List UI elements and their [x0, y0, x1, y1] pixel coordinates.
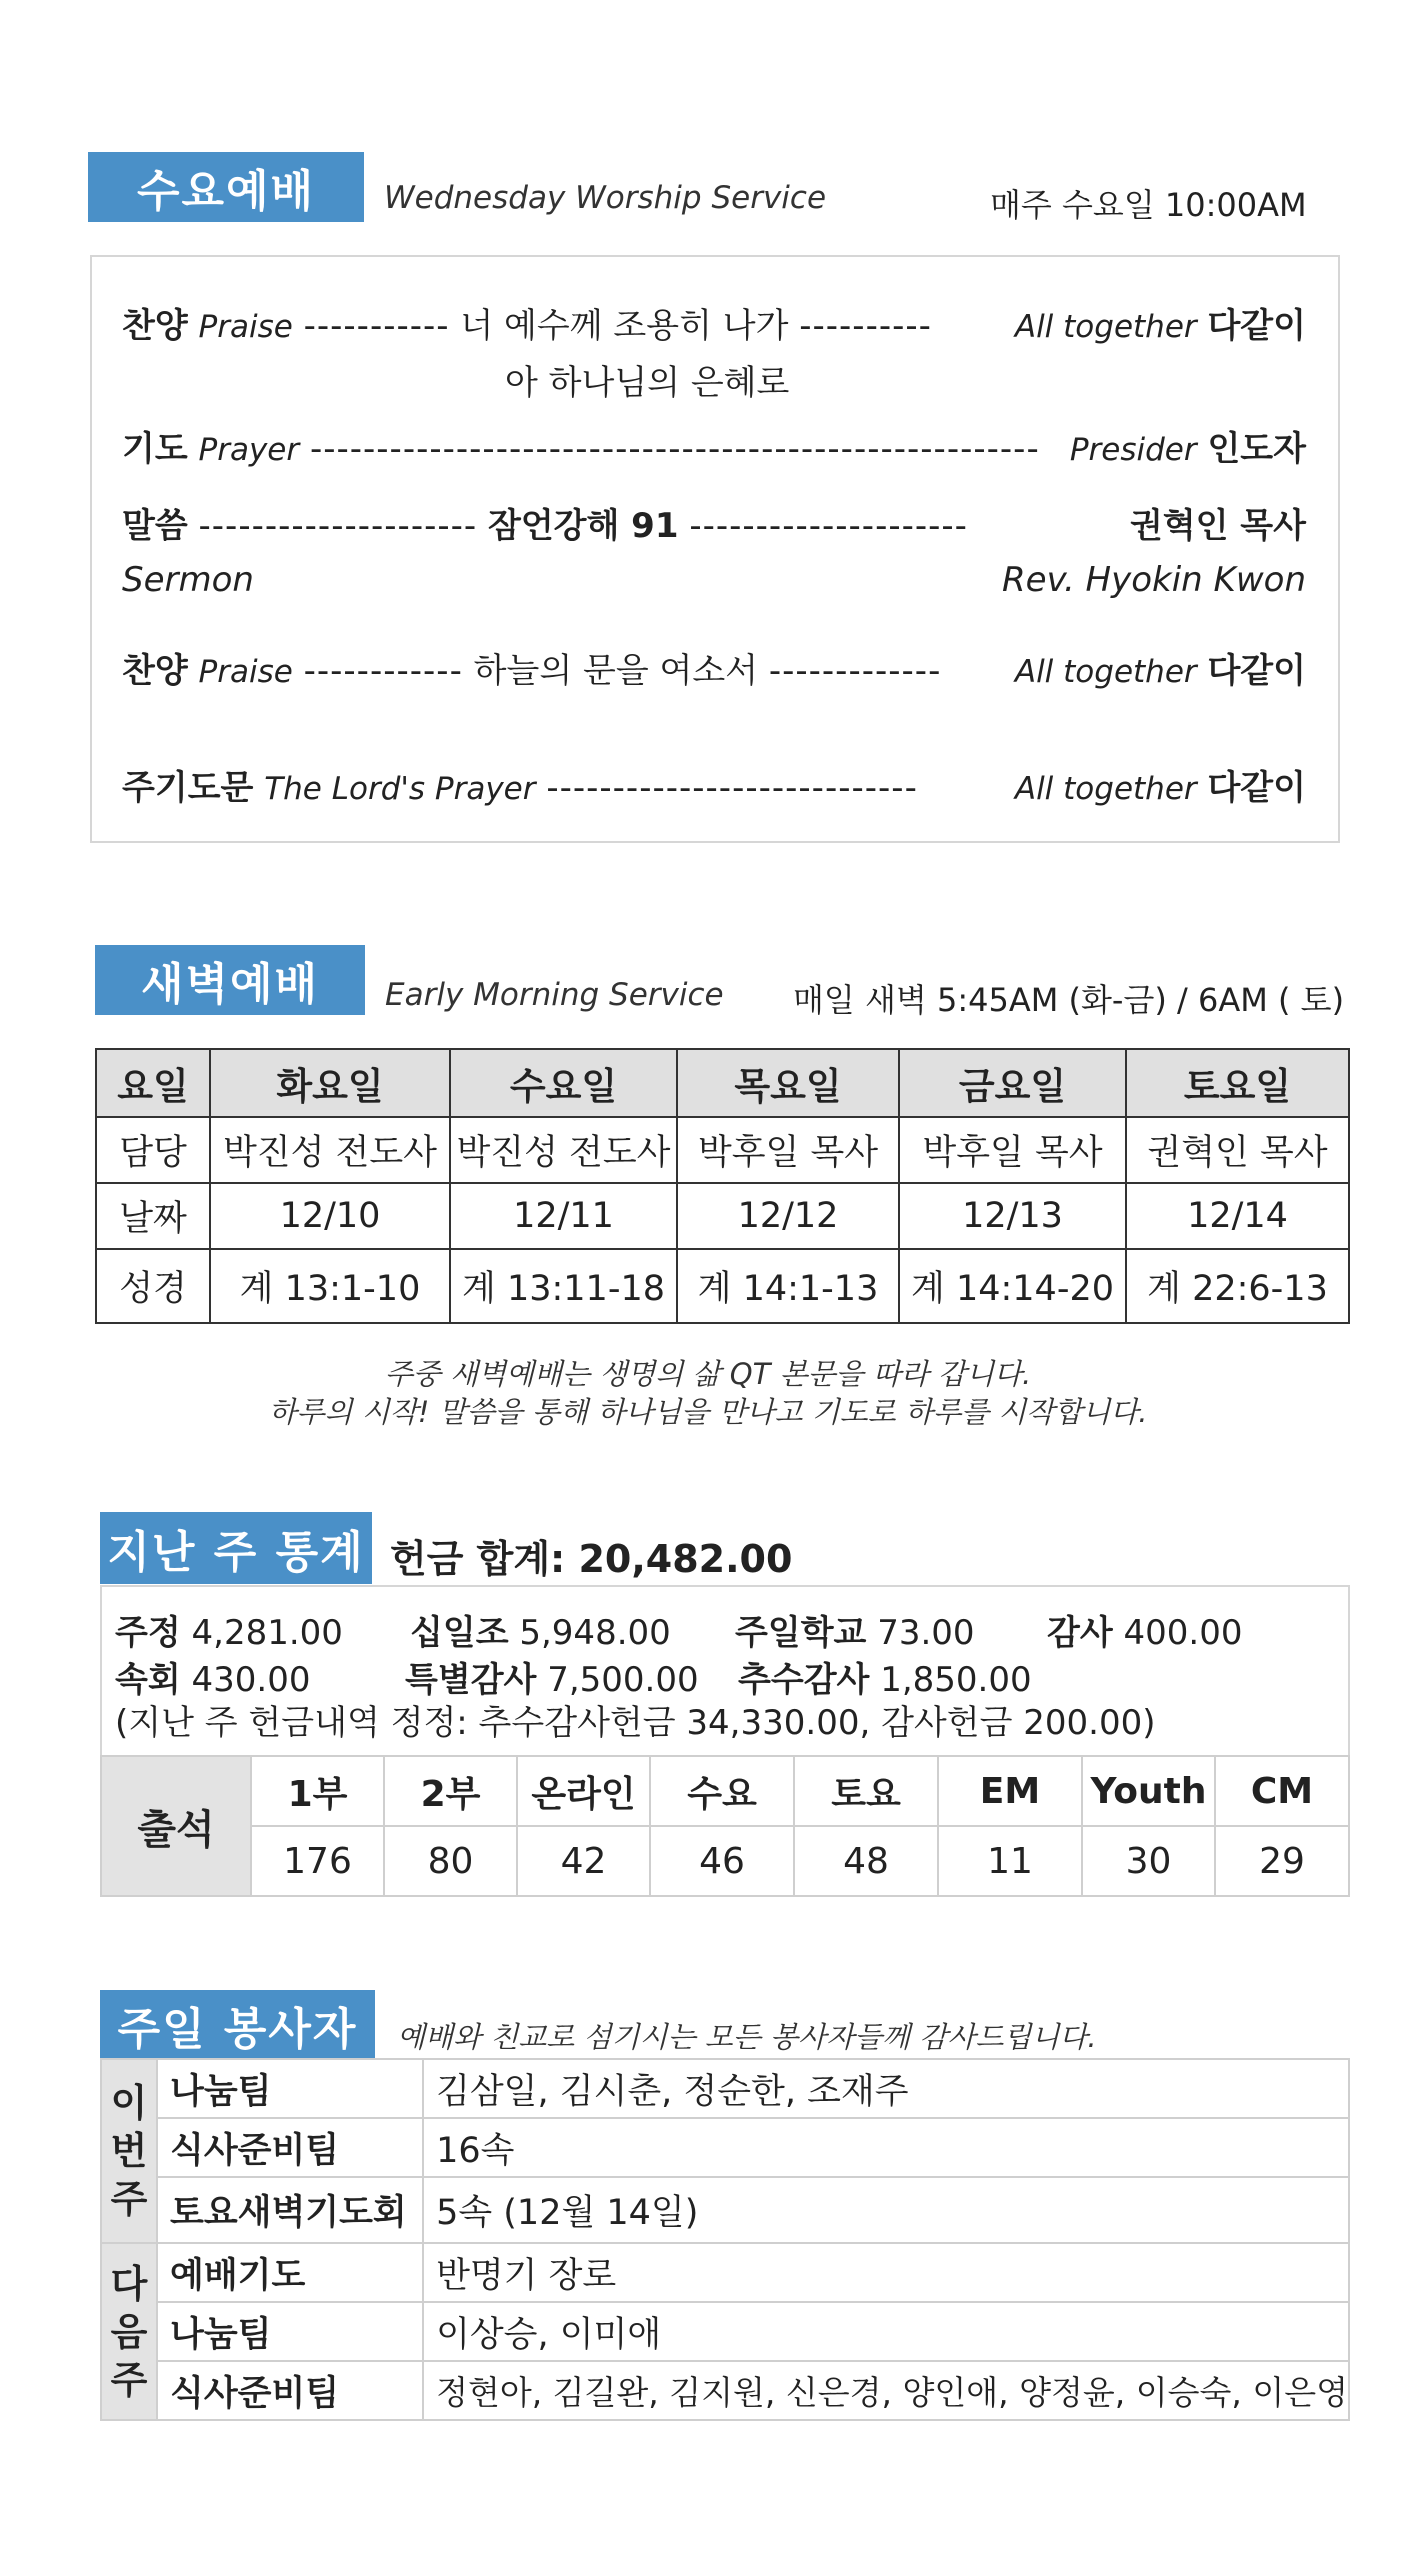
volunteer-role: 식사준비팀 — [157, 2361, 423, 2420]
wed-who-en: All together — [1014, 654, 1197, 690]
wed-item-ko: 말씀 — [122, 506, 188, 546]
wed-who-ko: 다같이 — [1207, 306, 1306, 346]
wed-praise-2 — [122, 643, 941, 692]
offering-label: 주일학교 — [735, 1613, 867, 1653]
wed-sermon-who-en: Rev. Hyokin Kwon — [1002, 560, 1306, 600]
table-row — [96, 1249, 1349, 1323]
sched-cell: 박진성 전도사 — [210, 1117, 450, 1183]
sched-header: 금요일 — [899, 1049, 1126, 1117]
volunteers-tag: 주일 봉사자 — [100, 1990, 375, 2060]
wed-who-ko: 인도자 — [1207, 429, 1306, 469]
table-row — [96, 1183, 1349, 1249]
sched-header: 화요일 — [210, 1049, 450, 1117]
sched-header: 토요일 — [1126, 1049, 1349, 1117]
offering-label: 감사 — [1047, 1613, 1113, 1653]
wed-item-en: The Lord's Prayer — [264, 771, 536, 807]
attendance-value: 80 — [384, 1826, 517, 1896]
sched-header: 목요일 — [677, 1049, 899, 1117]
offering-item — [410, 1605, 671, 1654]
offering-item — [735, 1605, 975, 1654]
sched-cell: 담당 — [96, 1117, 210, 1183]
offering-value: 73.00 — [877, 1613, 975, 1653]
offering-value: 430.00 — [191, 1660, 311, 1700]
offering-item — [738, 1652, 1032, 1701]
offering-label: 추수감사 — [738, 1660, 870, 1700]
attendance-header: CM — [1215, 1756, 1349, 1826]
sched-header: 수요일 — [450, 1049, 677, 1117]
volunteer-role: 예배기도 — [157, 2243, 423, 2302]
attendance-header: 1부 — [251, 1756, 384, 1826]
attendance-value: 11 — [938, 1826, 1082, 1896]
early-note-2: 하루의 시작! 말씀을 통해 하나님을 만나고 기도로 하루를 시작합니다. — [268, 1395, 1148, 1429]
wed-item-en: Praise — [198, 654, 293, 690]
volunteer-names: 반명기 장로 — [423, 2243, 1349, 2302]
early-time: 매일 새벽 5:45AM (화-금) / 6AM ( 토) — [793, 981, 1345, 1019]
offering-label: 특별감사 — [405, 1660, 537, 1700]
offering-value: 400.00 — [1123, 1613, 1243, 1653]
sched-cell: 계 22:6-13 — [1126, 1249, 1349, 1323]
attendance-header: 온라인 — [517, 1756, 650, 1826]
wed-praise-2-who — [1015, 643, 1306, 692]
volunteers-table — [100, 2058, 1350, 2421]
volunteer-role: 식사준비팀 — [157, 2118, 423, 2177]
early-subtitle: Early Morning Service — [385, 977, 724, 1013]
table-row — [101, 2177, 1349, 2243]
stats-tag: 지난 주 통계 — [100, 1512, 372, 1584]
wed-dash: --------------------- — [198, 506, 478, 546]
wed-item-ko: 주기도문 — [122, 768, 254, 808]
offering-item — [115, 1652, 310, 1701]
offering-value: 4,281.00 — [191, 1613, 343, 1653]
wed-item-ko: 찬양 — [122, 306, 188, 346]
sched-cell: 권혁인 목사 — [1126, 1117, 1349, 1183]
table-row — [101, 2302, 1349, 2361]
stats-total: 헌금 합계: 20,482.00 — [390, 1537, 793, 1581]
attendance-value: 29 — [1215, 1826, 1349, 1896]
attendance-label: 출석 — [101, 1756, 251, 1896]
volunteers-subtitle: 예배와 친교로 섬기시는 모든 봉사자들께 감사드립니다. — [397, 2020, 1097, 2054]
attendance-header: 토요 — [794, 1756, 938, 1826]
offering-value: 1,850.00 — [880, 1660, 1032, 1700]
attendance-value: 46 — [650, 1826, 794, 1896]
offering-label: 주정 — [115, 1613, 181, 1653]
wed-praise-1-who — [1015, 298, 1306, 347]
sched-cell: 날짜 — [96, 1183, 210, 1249]
attendance-value: 30 — [1082, 1826, 1215, 1896]
sched-cell: 12/14 — [1126, 1183, 1349, 1249]
wed-dash: ---------- — [799, 306, 932, 346]
sched-cell: 12/13 — [899, 1183, 1126, 1249]
attendance-header: EM — [938, 1756, 1082, 1826]
early-tag: 새벽예배 — [95, 945, 365, 1015]
wed-dash: ------------------------------------------------------- — [309, 429, 1040, 469]
wed-dash: ---------------------------- — [546, 768, 918, 808]
next-week-label: 다 음 주 — [101, 2243, 157, 2420]
wed-dash: --------------------- — [689, 506, 968, 546]
this-week-label: 이 번 주 — [101, 2059, 157, 2243]
wednesday-subtitle: Wednesday Worship Service — [384, 180, 827, 216]
wed-item-ko: 기도 — [122, 429, 188, 469]
volunteer-role: 나눔팀 — [157, 2302, 423, 2361]
attendance-value: 48 — [794, 1826, 938, 1896]
sched-cell: 계 14:1-13 — [677, 1249, 899, 1323]
wed-who-en: All together — [1014, 771, 1197, 807]
table-row — [96, 1117, 1349, 1183]
volunteer-names: 김삼일, 김시춘, 정순한, 조재주 — [423, 2059, 1349, 2118]
attendance-value: 176 — [251, 1826, 384, 1896]
sched-cell: 박진성 전도사 — [450, 1117, 677, 1183]
wed-sermon-title: 잠언강해 91 — [487, 506, 679, 546]
attendance-value: 42 — [517, 1826, 650, 1896]
wed-hymn-2: 아 하나님의 은혜로 — [505, 363, 790, 403]
volunteer-names: 이상승, 이미애 — [423, 2302, 1349, 2361]
sched-cell: 박후일 목사 — [899, 1117, 1126, 1183]
wed-item-en: Prayer — [198, 432, 300, 468]
sched-cell: 성경 — [96, 1249, 210, 1323]
sched-cell: 12/11 — [450, 1183, 677, 1249]
early-note-1: 주중 새벽예배는 생명의 삶 QT 본문을 따라 갑니다. — [384, 1357, 1032, 1391]
sched-cell: 계 13:1-10 — [210, 1249, 450, 1323]
wed-praise-1 — [122, 298, 932, 347]
offering-correction: (지난 주 헌금내역 정정: 추수감사헌금 34,330.00, 감사헌금 200.00) — [115, 1703, 1156, 1743]
table-row — [101, 2118, 1349, 2177]
offering-item — [115, 1605, 343, 1654]
table-row — [101, 2059, 1349, 2118]
volunteer-names: 정현아, 김길완, 김지원, 신은경, 양인애, 양정윤, 이승숙, 이은영 — [423, 2361, 1349, 2420]
wed-lords-prayer — [122, 760, 918, 809]
wed-who-en: Presider — [1069, 432, 1197, 468]
sched-cell: 12/12 — [677, 1183, 899, 1249]
volunteer-names: 5속 (12월 14일) — [423, 2177, 1349, 2243]
wednesday-time: 매주 수요일 10:00AM — [990, 186, 1307, 224]
wed-prayer — [122, 421, 1040, 470]
wed-who-en: All together — [1014, 309, 1197, 345]
wed-dash: ------------ — [303, 651, 463, 691]
volunteer-role: 나눔팀 — [157, 2059, 423, 2118]
wed-who-ko: 다같이 — [1207, 768, 1306, 808]
early-schedule-table — [95, 1048, 1350, 1324]
attendance-header: Youth — [1082, 1756, 1215, 1826]
wed-dash: ----------- — [303, 306, 450, 346]
table-row — [101, 1826, 1349, 1896]
sched-cell: 계 14:14-20 — [899, 1249, 1126, 1323]
wed-sermon-who: 권혁인 목사 — [1129, 506, 1306, 546]
sched-cell: 계 13:11-18 — [450, 1249, 677, 1323]
table-row — [101, 2361, 1349, 2420]
table-row — [101, 2243, 1349, 2302]
sched-header: 요일 — [96, 1049, 210, 1117]
wed-who-ko: 다같이 — [1207, 651, 1306, 691]
offering-value: 7,500.00 — [547, 1660, 699, 1700]
offering-item — [405, 1652, 699, 1701]
attendance-table — [100, 1755, 1350, 1897]
wed-dash: ------------- — [768, 651, 942, 691]
wednesday-tag: 수요예배 — [88, 152, 364, 222]
wed-hymn: 하늘의 문을 여소서 — [473, 651, 759, 691]
wed-item-ko: 찬양 — [122, 651, 188, 691]
sched-cell: 12/10 — [210, 1183, 450, 1249]
attendance-header: 수요 — [650, 1756, 794, 1826]
volunteer-role: 토요새벽기도회 — [157, 2177, 423, 2243]
offering-item — [1047, 1605, 1242, 1654]
wed-sermon — [122, 498, 968, 547]
wed-hymn: 너 예수께 조용히 나가 — [460, 306, 789, 346]
offering-value: 5,948.00 — [519, 1613, 671, 1653]
offering-label: 속회 — [115, 1660, 181, 1700]
wed-sermon-en: Sermon — [122, 560, 254, 600]
attendance-header: 2부 — [384, 1756, 517, 1826]
wed-prayer-who — [1070, 421, 1306, 470]
volunteer-names: 16속 — [423, 2118, 1349, 2177]
sched-cell: 박후일 목사 — [677, 1117, 899, 1183]
wed-item-en: Praise — [198, 309, 293, 345]
offering-label: 십일조 — [410, 1613, 509, 1653]
wed-lords-prayer-who — [1015, 760, 1306, 809]
